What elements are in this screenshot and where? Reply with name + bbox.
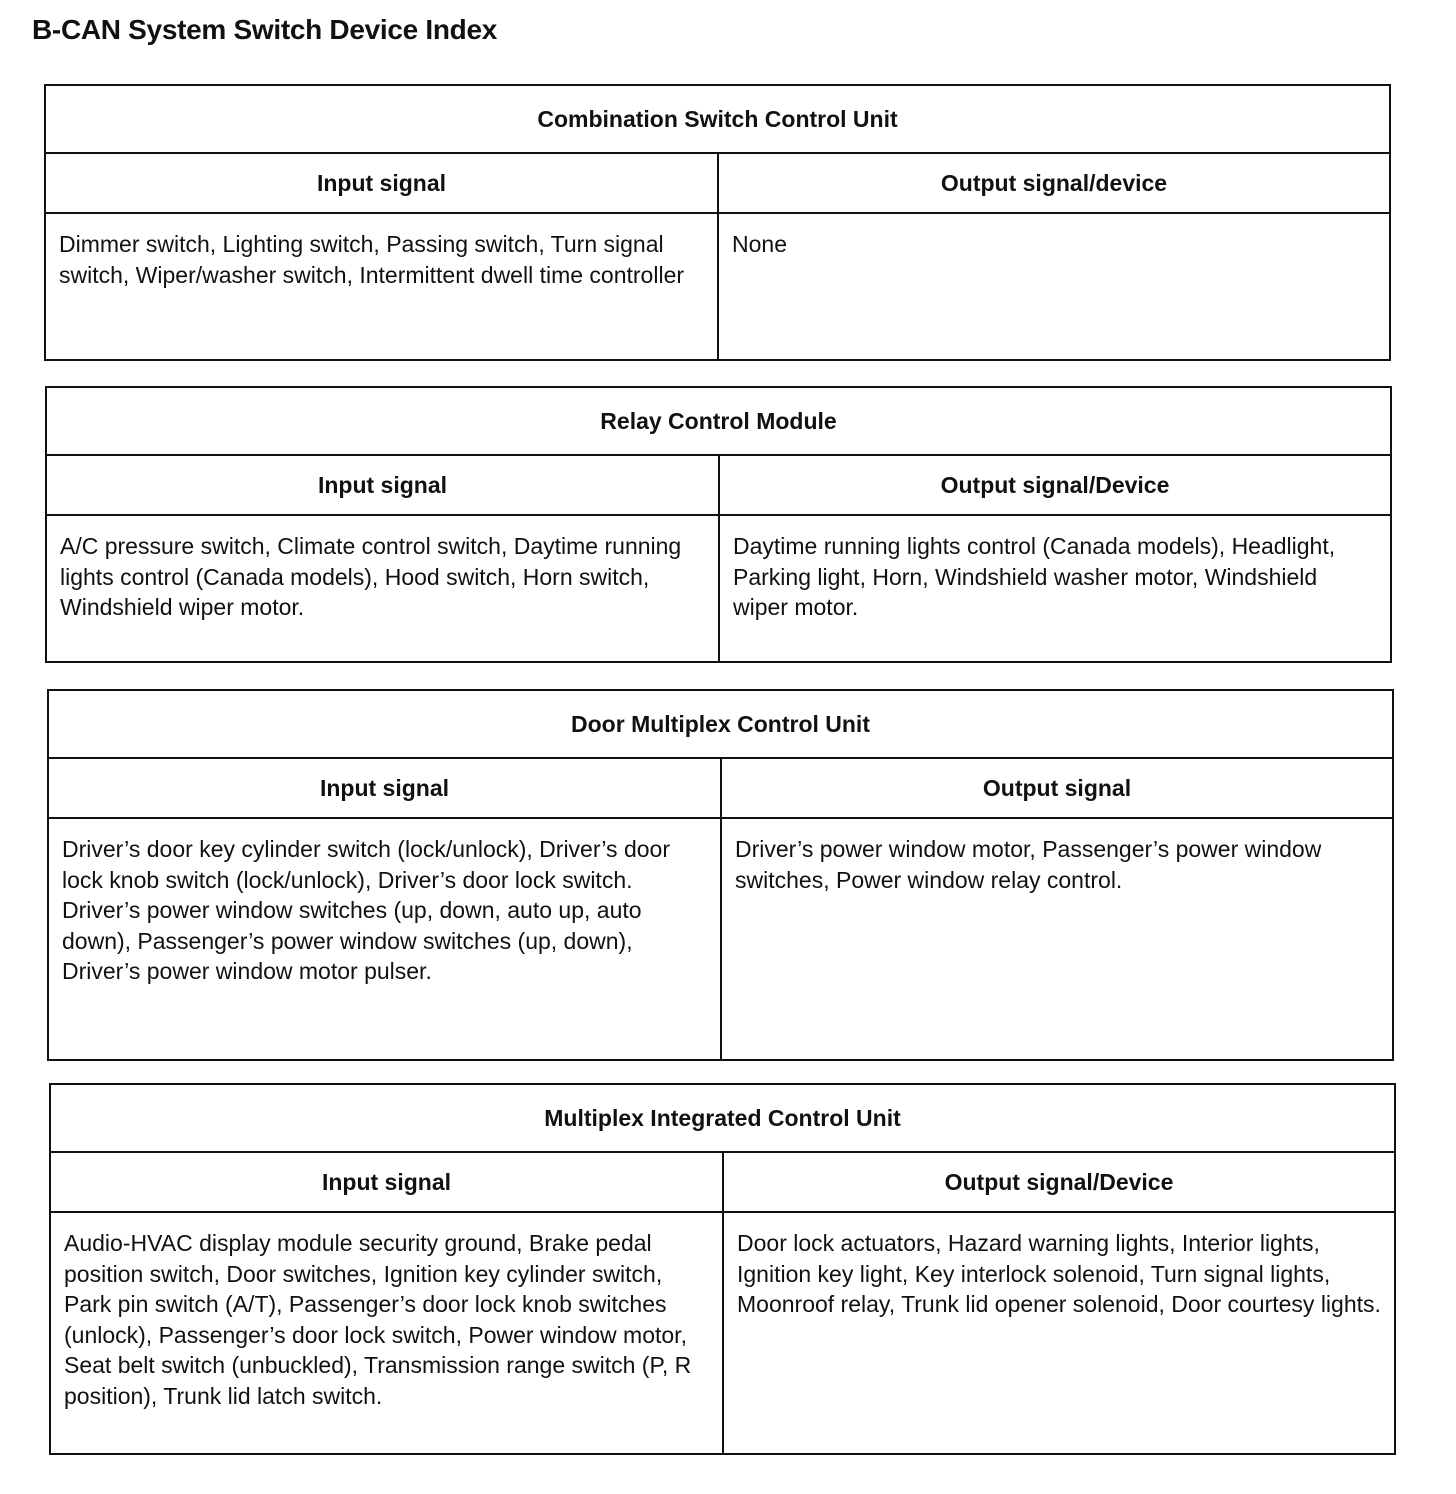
output-signal-cell: Driver’s power window motor, Passenger’s power window switches, Power window relay control. [721, 818, 1393, 1060]
input-signal-cell: Driver’s door key cylinder switch (lock/unlock), Driver’s door lock knob switch (lock/unlock), Driver’s door lock switch. Driver’s power window switches (up, down, auto up, auto down), Passenger’s power window switches (up, down), Driver’s power window motor pulser. [48, 818, 721, 1060]
table-door-multiplex-control-unit [47, 689, 1394, 1061]
output-signal-header: Output signal [721, 758, 1393, 818]
input-signal-cell: Audio-HVAC display module security ground, Brake pedal position switch, Door switches, Ignition key cylinder switch, Park pin switch (A/T), Passenger’s door lock knob switches (unlock), Passenger’s door lock switch, Power window motor, Seat belt switch (unbuckled), Transmission range switch (P, R position), Trunk lid latch switch. [50, 1212, 723, 1454]
output-signal-cell: None [718, 213, 1390, 360]
unit-title: Door Multiplex Control Unit [48, 690, 1393, 758]
page-title: B-CAN System Switch Device Index [32, 14, 497, 45]
output-signal-header: Output signal/Device [723, 1152, 1395, 1212]
input-signal-header: Input signal [48, 758, 721, 818]
output-signal-cell: Door lock actuators, Hazard warning lights, Interior lights, Ignition key light, Key interlock solenoid, Turn signal lights, Moonroof relay, Trunk lid opener solenoid, Door courtesy lights. [723, 1212, 1395, 1454]
input-signal-header: Input signal [46, 455, 719, 515]
input-signal-header: Input signal [45, 153, 718, 213]
unit-title: Relay Control Module [46, 387, 1391, 455]
output-signal-header: Output signal/device [718, 153, 1390, 213]
table-relay-control-module [45, 386, 1392, 663]
unit-title: Combination Switch Control Unit [45, 85, 1390, 153]
output-signal-cell: Daytime running lights control (Canada models), Headlight, Parking light, Horn, Windshield washer motor, Windshield wiper motor. [719, 515, 1391, 662]
input-signal-cell: Dimmer switch, Lighting switch, Passing switch, Turn signal switch, Wiper/washer switch, Intermittent dwell time controller [45, 213, 718, 360]
table-combination-switch-control-unit [44, 84, 1391, 361]
input-signal-header: Input signal [50, 1152, 723, 1212]
unit-title: Multiplex Integrated Control Unit [50, 1084, 1395, 1152]
table-multiplex-integrated-control-unit [49, 1083, 1396, 1455]
output-signal-header: Output signal/Device [719, 455, 1391, 515]
input-signal-cell: A/C pressure switch, Climate control switch, Daytime running lights control (Canada models), Hood switch, Horn switch, Windshield wiper motor. [46, 515, 719, 662]
